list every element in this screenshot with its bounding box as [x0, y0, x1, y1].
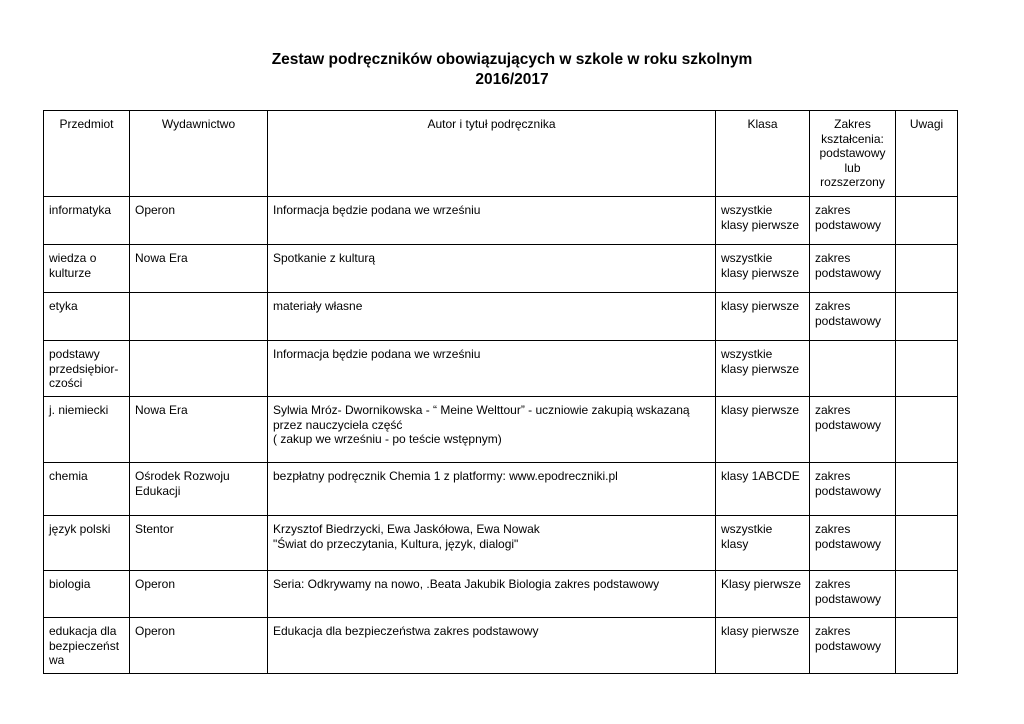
cell-subject: biologia: [44, 571, 130, 618]
table-row: [44, 463, 958, 516]
cell-notes: [896, 197, 958, 245]
cell-subject: język polski: [44, 516, 130, 571]
cell-scope: zakres podstawowy: [810, 245, 896, 293]
table-header-row: [44, 111, 958, 197]
textbook-table: [43, 110, 958, 674]
cell-publisher: Operon: [130, 197, 268, 245]
cell-class: klasy 1ABCDE: [716, 463, 810, 516]
cell-notes: [896, 293, 958, 341]
cell-scope: zakres podstawowy: [810, 516, 896, 571]
cell-subject: j. niemiecki: [44, 397, 130, 463]
cell-notes: [896, 571, 958, 618]
cell-subject: chemia: [44, 463, 130, 516]
cell-publisher: Ośrodek Rozwoju Edukacji: [130, 463, 268, 516]
cell-publisher: [130, 341, 268, 397]
cell-scope: zakres podstawowy: [810, 463, 896, 516]
cell-publisher: [130, 293, 268, 341]
cell-author-title: Krzysztof Biedrzycki, Ewa Jaskółowa, Ewa Nowak "Świat do przeczytania, Kultura, język, dialogi": [268, 516, 716, 571]
cell-scope: zakres podstawowy: [810, 293, 896, 341]
page-title-line-2: 2016/2017: [475, 71, 549, 88]
cell-notes: [896, 618, 958, 674]
header-notes: Uwagi: [896, 111, 958, 197]
cell-author-title: Spotkanie z kulturą: [268, 245, 716, 293]
cell-author-title: bezpłatny podręcznik Chemia 1 z platformy: www.epodreczniki.pl: [268, 463, 716, 516]
table-row: [44, 571, 958, 618]
cell-subject: informatyka: [44, 197, 130, 245]
cell-publisher: Operon: [130, 618, 268, 674]
table-row: [44, 618, 958, 674]
cell-scope: zakres podstawowy: [810, 197, 896, 245]
cell-publisher: Nowa Era: [130, 397, 268, 463]
table-row: [44, 293, 958, 341]
cell-class: wszystkie klasy pierwsze: [716, 341, 810, 397]
cell-subject: edukacja dla bezpieczeńst wa: [44, 618, 130, 674]
cell-publisher: Nowa Era: [130, 245, 268, 293]
header-author-title: Autor i tytuł podręcznika: [268, 111, 716, 197]
table-row: [44, 197, 958, 245]
cell-class: klasy pierwsze: [716, 397, 810, 463]
cell-notes: [896, 397, 958, 463]
cell-class: wszystkie klasy: [716, 516, 810, 571]
cell-notes: [896, 463, 958, 516]
cell-scope: zakres podstawowy: [810, 571, 896, 618]
page-title: [0, 50, 1024, 90]
cell-class: wszystkie klasy pierwsze: [716, 197, 810, 245]
cell-author-title: materiały własne: [268, 293, 716, 341]
cell-class: wszystkie klasy pierwsze: [716, 245, 810, 293]
table-row: [44, 397, 958, 463]
cell-scope: [810, 341, 896, 397]
cell-notes: [896, 245, 958, 293]
cell-publisher: Stentor: [130, 516, 268, 571]
cell-notes: [896, 516, 958, 571]
cell-author-title: Informacja będzie podana we wrześniu: [268, 197, 716, 245]
cell-publisher: Operon: [130, 571, 268, 618]
header-scope: Zakres kształcenia: podstawowy lub rozszerzony: [810, 111, 896, 197]
cell-scope: zakres podstawowy: [810, 397, 896, 463]
header-class: Klasa: [716, 111, 810, 197]
header-publisher: Wydawnictwo: [130, 111, 268, 197]
table-row: [44, 341, 958, 397]
cell-subject: etyka: [44, 293, 130, 341]
cell-author-title: Informacja będzie podana we wrześniu: [268, 341, 716, 397]
cell-author-title: Seria: Odkrywamy na nowo, .Beata Jakubik Biologia zakres podstawowy: [268, 571, 716, 618]
table-row: [44, 245, 958, 293]
cell-author-title: Edukacja dla bezpieczeństwa zakres podstawowy: [268, 618, 716, 674]
cell-class: klasy pierwsze: [716, 293, 810, 341]
table-row: [44, 516, 958, 571]
cell-notes: [896, 341, 958, 397]
cell-class: Klasy pierwsze: [716, 571, 810, 618]
cell-author-title: Sylwia Mróz- Dwornikowska - “ Meine Welttour” - uczniowie zakupią wskazaną przez nauczyciela część ( zakup we wrześniu - po teście wstępnym): [268, 397, 716, 463]
cell-subject: wiedza o kulturze: [44, 245, 130, 293]
page-title-line-1: Zestaw podręczników obowiązujących w szkole w roku szkolnym: [271, 51, 753, 68]
header-subject: Przedmiot: [44, 111, 130, 197]
cell-subject: podstawy przedsiębior- czości: [44, 341, 130, 397]
cell-class: klasy pierwsze: [716, 618, 810, 674]
cell-scope: zakres podstawowy: [810, 618, 896, 674]
